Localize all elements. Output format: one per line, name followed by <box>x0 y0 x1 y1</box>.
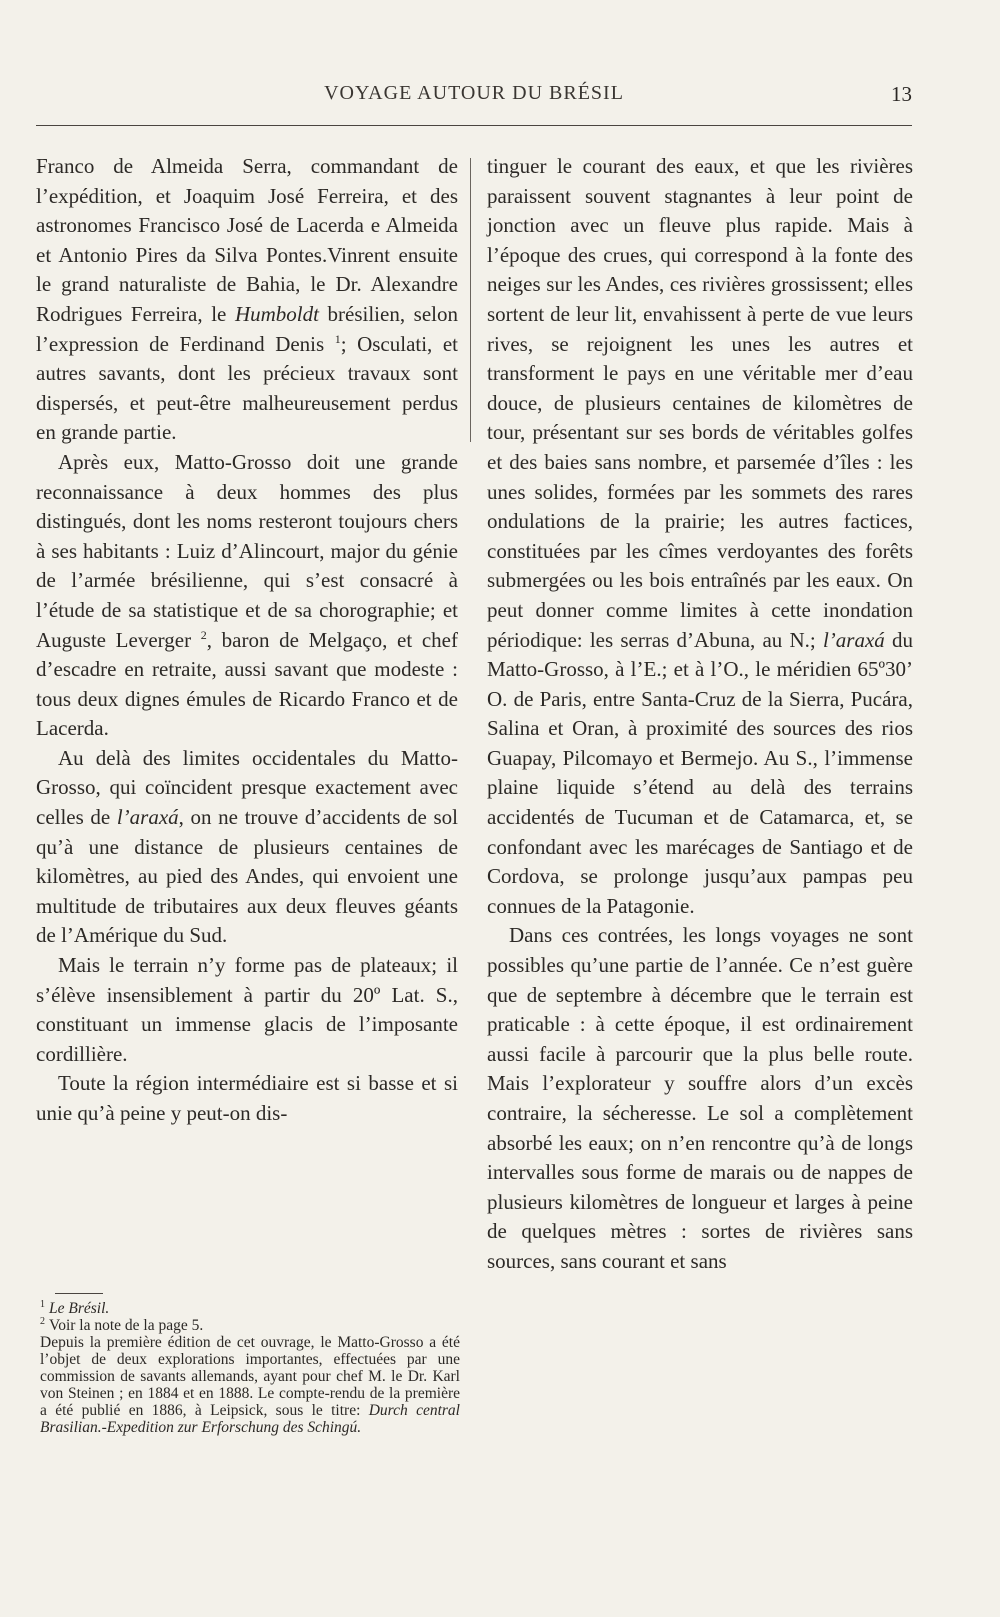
paragraph <box>36 152 458 448</box>
footnote <box>40 1334 460 1436</box>
italic-text: l’araxá <box>822 627 885 652</box>
text-run: Au delà des limites occidentales du Matto-Grosso, qui coïncident presque exactement avec celles de <box>36 745 458 830</box>
text-run: ; Osculati, et autres savants, dont les précieux travaux sont dispersés, et peut-être malheureusement perdus en grande partie. <box>36 331 458 445</box>
text-run: brésilien, selon l’expression de Ferdinand Denis <box>36 301 458 356</box>
text-run: Voir la note de la page 5. <box>49 1317 204 1334</box>
paragraph: Toute la région intermédiaire est si basse et si unie qu’à peine y peut-on dis- <box>36 1071 458 1125</box>
left-column <box>36 152 458 1129</box>
paragraph: Mais le terrain n’y forme pas de plateaux; il s’élève insensiblement à partir du 20º Lat. S., constituant un immense glacis de l’imposante cordillière. <box>36 953 458 1066</box>
italic-text: l’araxá <box>116 805 179 830</box>
paragraph <box>36 744 458 951</box>
footnote-mark: 1 <box>40 1298 45 1310</box>
text-run: Depuis la première édition de cet ouvrage, le Matto-Grosso a été l’objet de deux explorations importantes, effectuées par une commission de savants allemands, ayant pour chef M. le Dr. Karl von Steinen ; en 1884 et en 1888. Le compte-rendu de la première a été publié en 1886, à Leipsick, sous le titre: <box>40 1334 460 1419</box>
footnotes <box>40 1300 460 1436</box>
italic-text: Le Brésil. <box>49 1300 110 1317</box>
page-header <box>36 82 912 116</box>
header-rule <box>36 125 912 126</box>
footnote-ref: 1 <box>334 331 341 346</box>
paragraph: Dans ces contrées, les longs voyages ne sont possibles qu’une partie de l’année. Ce n’est guère que de septembre à décembre que le terrain est praticable : à cette époque, il est ordinairement aussi facile à parcourir que la plus belle route. Mais l’explorateur y souffre alors d’un excès contraire, la sécheresse. Le sol a complètement absorbé les eaux; on n’en rencontre qu’à de longs intervalles sous forme de marais ou de nappes de plusieurs kilomètres de longueur et larges à peine de quelques mètres : sortes de rivières sans sources, sans courant et sans <box>487 923 913 1273</box>
text-run: Franco de Almeida Serra, commandant de l’expédition, et Joaquim José Ferreira, et des astronomes Francisco José de Lacerda e Almeida et Antonio Pires da Silva Pontes.Vinrent ensuite le grand naturaliste de Bahia, le Dr. Alexandre Rodrigues Ferreira, le <box>36 154 458 326</box>
text-run: Après eux, Matto-Grosso doit une grande reconnaissance à deux hommes des plus distingués, dont les noms resteront toujours chers à ses habitants : Luiz d’Alincourt, major du génie de l’armée brésilienne, qui s’est consacré à l’étude de sa statistique et de sa chorographie; et Auguste Leverger <box>36 449 458 652</box>
paragraph <box>487 152 913 921</box>
text-run: , on ne trouve d’accidents de sol qu’à une distance de plusieurs centaines de kilomètres, au pied des Andes, qui envoient une multitude de tributaires aux deux fleuves géants de l’Amérique du Sud. <box>36 805 458 948</box>
paragraph <box>36 448 458 744</box>
text-run: du Matto-Grosso, à l’E.; et à l’O., le méridien 65º30’ O. de Paris, entre Santa-Cruz de la Sierra, Pucára, Salina et Oran, à proximité des sources des rios Guapay, Pilcomayo et Bermejo. Au S., l’immense plaine liquide s’étend au delà des terrains accidentés de Tucuman et de Catamarca, et, se confondant avec les marécages de Santiago et de Cordova, se prolonge jusqu’aux pampas peu connues de la Patagonie. <box>487 627 913 918</box>
text-run: tinguer le courant des eaux, et que les rivières paraissent souvent stagnantes à leur point de jonction avec un fleuve plus rapide. Mais à l’époque des crues, qui correspond à la fonte des neiges sur les Andes, ces rivières grossissent; elles sortent de leur lit, envahissent à perte de vue leurs rives, se rejoignent les unes les autres et transforment le pays en une véritable mer d’eau douce, de plusieurs centaines de kilomètres de tour, présentant sur ses bords de véritables golfes et des baies sans nombre, et parsemée d’îles : les unes solides, formées par les sommets des rares ondulations de la prairie; les autres factices, constituées par les cîmes verdoyantes des forêts submergées ou les bois entraînés par les eaux. On peut donner comme limites à cette inondation périodique: les serras d’Abuna, au N.; <box>487 154 913 652</box>
footnote-ref: 2 <box>200 627 207 642</box>
column-divider <box>470 158 471 442</box>
running-head: VOYAGE AUTOUR DU BRÉSIL <box>324 82 624 104</box>
italic-text: Humboldt <box>234 301 319 326</box>
text-run: , baron de Melgaço, et chef d’escadre en retraite, aussi savant que modeste : tous deux dignes émules de Ricardo Franco et de Lacerda. <box>36 627 458 741</box>
right-column <box>487 152 913 1277</box>
footnote <box>40 1300 460 1317</box>
page-number: 13 <box>891 82 912 106</box>
footnote <box>40 1317 460 1334</box>
footnote-mark: 2 <box>40 1315 45 1327</box>
footnote-rule <box>55 1293 103 1294</box>
italic-text: Durch central Brasilian.-Expedition zur Erforschung des Schingú. <box>40 1402 460 1436</box>
